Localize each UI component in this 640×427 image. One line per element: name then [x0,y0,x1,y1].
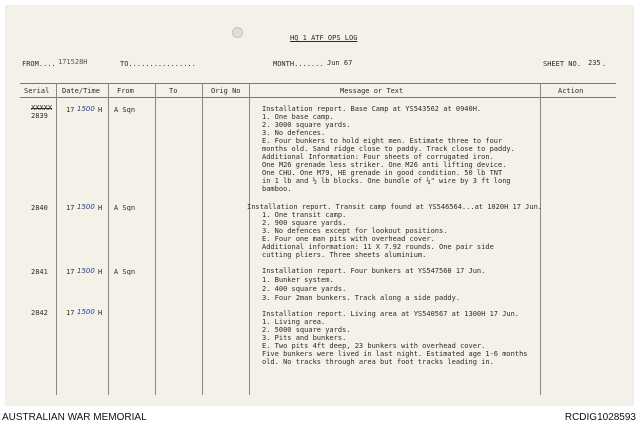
message-line: One M26 grenade less striker. One M26 anti lifting device. [262,161,507,169]
message-line: E. Four bunkers to hold eight men. Estimate three to four [262,137,503,145]
message-line: Installation report. Transit camp found at YS546564...at 1020H 17 Jun. [247,203,543,211]
message-line: 2. 400 square yards. [262,285,347,293]
page-title: HQ 1 ATF OPS LOG [290,34,358,42]
message-line: in 1 lb and ½ lb blocks. One bundle of ¼" wire by 3 ft long [262,177,511,185]
archive-credit: AUSTRALIAN WAR MEMORIAL [2,412,147,423]
col-rule-1 [56,83,57,395]
col-rule-4 [202,83,203,395]
message-line: 2. 900 square yards. [262,219,347,227]
column-date-time: Date/Time [62,87,100,95]
message-line: Five bunkers were lived in last night. Estimated age 1-6 months [262,350,528,358]
column-orig-no: Orig No [211,87,241,95]
col-rule-5 [249,83,250,395]
message-line: old. No tracks through area but foot tracks leading in. [262,358,494,366]
header-top-rule [20,83,616,84]
entry-serial: 2840 [31,204,48,212]
message-line: cutting pliers. Three sheets aluminium. [262,251,427,259]
sheet-dots: . [602,60,607,68]
entry-time-suffix: H [98,268,103,276]
to-label: TO................ [120,60,196,68]
message-line: months old. Sand ridge close to paddy. Track close to paddy. [262,145,515,153]
entry-date: 17 [66,106,75,114]
entry-time-suffix: H [98,204,103,212]
message-line: Installation report. Four bunkers at YS547568 17 Jun. [262,267,486,275]
sheet-label: SHEET NO. [543,60,581,68]
message-line: E. Two pits 4ft deep, 23 bunkers with overhead cover. [262,342,486,350]
month-label: MONTH....... [273,60,324,68]
entry-from: A Sqn [114,268,136,276]
col-rule-2 [108,83,109,395]
message-line: 3. Pits and bunkers. [262,334,347,342]
entry-serial: 2839 [31,112,48,120]
header-bottom-rule [20,97,616,98]
message-line: 2. 3000 square yards. [262,121,351,129]
column-serial: Serial [24,87,50,95]
entry-from: A Sqn [114,204,136,212]
from-value: 171528H [58,58,88,66]
entry-serial: 2842 [31,309,48,317]
column-message: Message or Text [340,87,404,95]
message-line: 3. No defences. [262,129,326,137]
message-line: One CHU. One M79, HE grenade in good condition. 50 lb TNT [262,169,503,177]
message-line: E. Four one man pits with overhead cover. [262,235,435,243]
col-rule-3 [155,83,156,395]
entry-time: 1500 [77,203,95,211]
entry-time: 1500 [77,267,95,275]
entry-time-suffix: H [98,106,103,114]
message-line: Installation report. Living area at YS540567 at 1300H 17 Jun. [262,310,520,318]
col-rule-6 [540,83,541,395]
entry-date: 17 [66,204,75,212]
month-value: Jun 67 [327,59,353,67]
message-line: 1. One base camp. [262,113,334,121]
message-line: 3. Four 2man bunkers. Track along a side paddy. [262,294,461,302]
message-line: Installation report. Base Camp at YS543562 at 0940H. [262,105,482,113]
entry-date: 17 [66,268,75,276]
entry-date: 17 [66,309,75,317]
message-line: 3. No defences except for lookout positions. [262,227,448,235]
punch-hole [232,27,243,38]
entry-time: 1500 [77,308,95,316]
archive-id: RCDIG1028593 [564,412,636,423]
message-line: Additional information: 11 X 7.92 rounds. One pair side [262,243,494,251]
entry-time-suffix: H [98,309,103,317]
column-to: To [169,87,178,95]
message-line: 2. 5000 square yards. [262,326,351,334]
message-line: bamboo. [262,185,292,193]
message-line: 1. Bunker system. [262,276,334,284]
column-action: Action [558,87,584,95]
entry-from: A Sqn [114,106,136,114]
from-label: FROM.... [22,60,56,68]
entry-time: 1500 [77,105,95,113]
entry-serial: 2841 [31,268,48,276]
message-line: 1. One transit camp. [262,211,347,219]
message-line: Additional Information: Four sheets of corrugated iron. [262,153,494,161]
entry-serial-struck: XXXXX [31,104,53,112]
sheet-value: 235 [588,59,601,67]
message-line: 1. Living area. [262,318,326,326]
column-from: From [117,87,134,95]
